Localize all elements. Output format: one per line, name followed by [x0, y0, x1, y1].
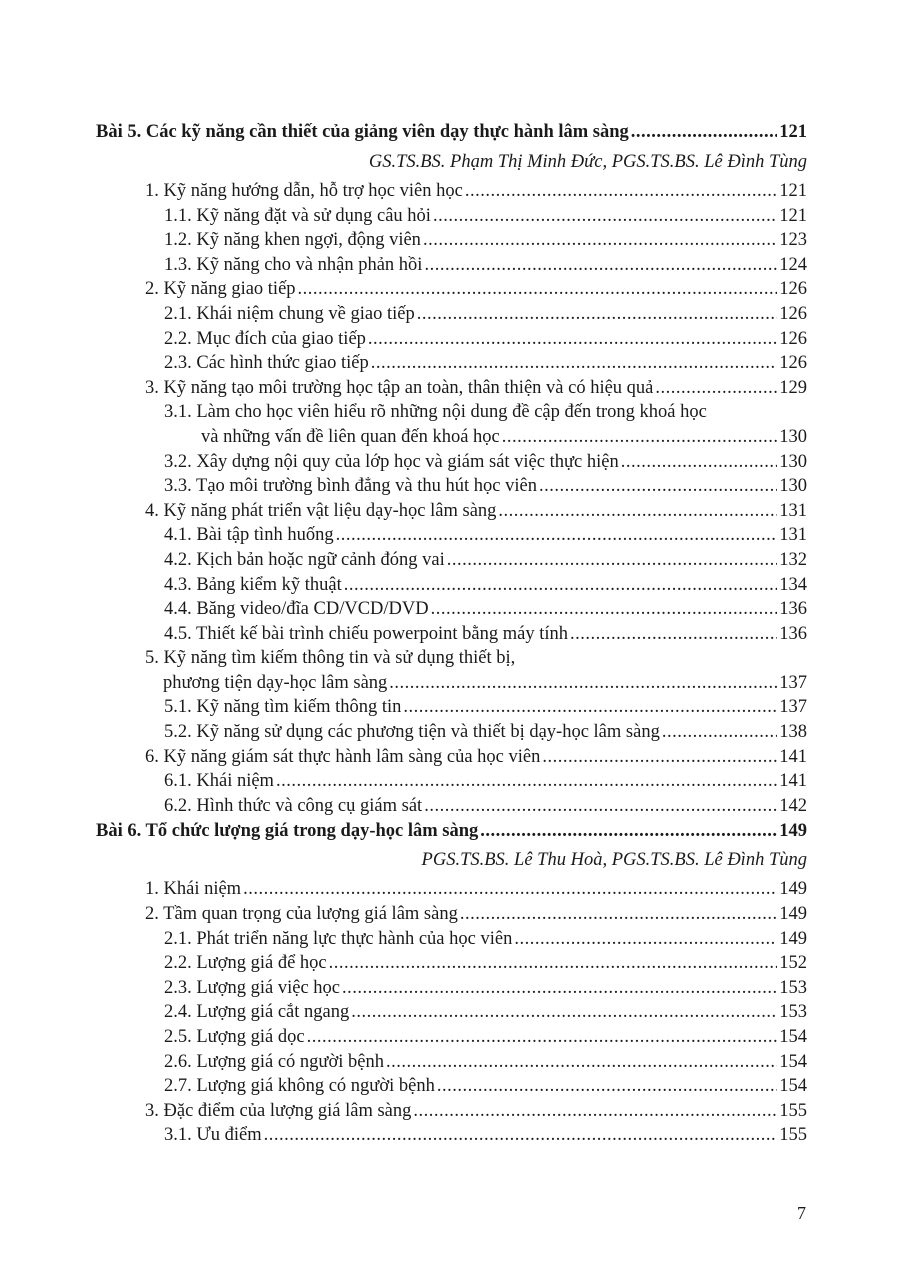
- toc-entry-title: 3. Đặc điểm của lượng giá lâm sàng: [145, 1100, 412, 1121]
- table-of-contents: [96, 118, 807, 1148]
- page-number: 7: [797, 1203, 806, 1223]
- toc-subsection: [96, 253, 807, 278]
- dot-leader: [655, 376, 777, 401]
- dot-leader: [621, 450, 778, 475]
- toc-entry-title: Bài 6. Tổ chức lượng giá trong dạy-học lâm sàng: [96, 821, 479, 842]
- dot-leader: [539, 474, 777, 499]
- dot-leader: [424, 794, 777, 819]
- dot-leader: [417, 302, 778, 327]
- toc-entry-page: 142: [779, 795, 807, 816]
- toc-subsection: [96, 573, 807, 598]
- toc-entry-page: 121: [779, 181, 807, 201]
- toc-subsection: [96, 474, 807, 499]
- dot-leader: [433, 204, 777, 229]
- toc-section: [96, 376, 807, 401]
- dot-leader: [329, 951, 778, 976]
- dot-leader: [371, 351, 778, 376]
- toc-entry-page: 132: [779, 549, 807, 570]
- dot-leader: [342, 976, 777, 1001]
- dot-leader: [336, 523, 778, 548]
- toc-entry-page: 130: [779, 476, 807, 497]
- dot-leader: [447, 548, 777, 573]
- toc-entry-page: 155: [779, 1100, 807, 1121]
- toc-lesson-authors: [96, 146, 807, 179]
- dot-leader: [502, 425, 778, 450]
- toc-entry-page: 126: [779, 279, 807, 300]
- dot-leader: [514, 927, 777, 952]
- toc-subsection: [96, 769, 807, 794]
- toc-entry-page: 153: [779, 1002, 807, 1023]
- dot-leader: [662, 720, 777, 745]
- toc-entry-page: 126: [779, 328, 807, 349]
- toc-entry-page: 141: [779, 771, 807, 792]
- toc-entry-page: 136: [779, 623, 807, 644]
- toc-entry-title: 4.3. Bảng kiểm kỹ thuật: [164, 574, 342, 595]
- dot-leader: [460, 902, 777, 927]
- dot-leader: [389, 671, 777, 696]
- dot-leader: [351, 1000, 777, 1025]
- toc-subsection: [96, 720, 807, 745]
- toc-subsection: [96, 1050, 807, 1075]
- toc-entry-title: và những vấn đề liên quan đến khoá học: [201, 426, 500, 447]
- dot-leader: [498, 499, 777, 524]
- toc-entry-title: 3.2. Xây dựng nội quy của lớp học và giám sát việc thực hiện: [164, 451, 619, 472]
- toc-subsection: [96, 351, 807, 376]
- toc-entry-title: 2.1. Khái niệm chung về giao tiếp: [164, 303, 415, 324]
- toc-entry-title: 4.5. Thiết kế bài trình chiếu powerpoint bằng máy tính: [164, 623, 569, 644]
- toc-entry-page: 137: [779, 672, 807, 693]
- toc-entry-page: 155: [779, 1125, 807, 1146]
- toc-entry-title: 1.1. Kỹ năng đặt và sử dụng câu hỏi: [164, 205, 431, 226]
- toc-entry-page: 137: [779, 697, 807, 718]
- toc-entry-page: 141: [779, 746, 807, 767]
- toc-entry-page: 126: [779, 303, 807, 324]
- toc-entry-title: 2.6. Lượng giá có người bệnh: [164, 1051, 384, 1072]
- toc-entry-page: 129: [779, 377, 807, 398]
- dot-leader: [298, 277, 778, 302]
- toc-subsection: [96, 622, 807, 647]
- toc-entry-page: 124: [779, 254, 807, 275]
- toc-section: [96, 877, 807, 902]
- toc-subsection-continuation: [96, 425, 807, 450]
- toc-section: [96, 1099, 807, 1124]
- toc-subsection: [96, 450, 807, 475]
- toc-entry-page: 121: [779, 205, 807, 226]
- toc-entry-title: 2.7. Lượng giá không có người bệnh: [164, 1076, 435, 1097]
- dot-leader: [368, 327, 777, 352]
- toc-entry-page: 149: [779, 821, 807, 842]
- toc-entry-page: 131: [779, 500, 807, 521]
- toc-entry-page: 134: [779, 574, 807, 595]
- dot-leader: [276, 769, 777, 794]
- toc-entry-title: 2.3. Lượng giá việc học: [164, 977, 340, 998]
- toc-entry-page: 152: [779, 953, 807, 974]
- toc-subsection: [96, 951, 807, 976]
- dot-leader: [437, 1074, 777, 1099]
- toc-section: [96, 499, 807, 524]
- dot-leader: [386, 1050, 777, 1075]
- toc-entry-title: phương tiện dạy-học lâm sàng: [163, 672, 388, 693]
- toc-entry-title: 1. Kỹ năng hướng dẫn, hỗ trợ học viên học: [145, 181, 463, 201]
- dot-leader: [423, 228, 777, 253]
- toc-entry-title: 6.2. Hình thức và công cụ giám sát: [164, 795, 423, 816]
- toc-entry-title: 4.4. Băng video/đĩa CD/VCD/DVD: [164, 599, 429, 620]
- toc-subsection: [96, 1025, 807, 1050]
- toc-subsection: [96, 327, 807, 352]
- toc-entry-title: 4.2. Kịch bản hoặc ngữ cảnh đóng vai: [164, 549, 445, 570]
- toc-entry-page: 121: [779, 122, 807, 142]
- toc-subsection: [96, 228, 807, 253]
- toc-entry-title: PGS.TS.BS. Lê Thu Hoà, PGS.TS.BS. Lê Đình Tùng: [421, 850, 807, 871]
- toc-entry-title: 1.3. Kỹ năng cho và nhận phản hồi: [164, 254, 423, 275]
- dot-leader: [631, 118, 777, 146]
- toc-entry-title: 4.1. Bài tập tình huống: [164, 525, 334, 546]
- toc-entry-page: 154: [779, 1076, 807, 1097]
- toc-section: [96, 646, 807, 671]
- toc-section: [96, 179, 807, 204]
- toc-entry-title: 6.1. Khái niệm: [164, 771, 274, 792]
- toc-entry-page: 154: [779, 1027, 807, 1047]
- toc-section: [96, 902, 807, 927]
- dot-leader: [243, 877, 777, 902]
- toc-subsection: [96, 523, 807, 548]
- dot-leader: [264, 1123, 778, 1148]
- toc-subsection: [96, 1074, 807, 1099]
- toc-subsection: [96, 927, 807, 952]
- toc-entry-title: 3.1. Làm cho học viên hiểu rõ những nội dung đề cập đến trong khoá học: [164, 402, 707, 423]
- toc-entry-page: 138: [779, 722, 807, 743]
- toc-entry-page: 154: [779, 1051, 807, 1072]
- dot-leader: [344, 573, 777, 598]
- dot-leader: [431, 597, 778, 622]
- dot-leader: [307, 1025, 778, 1050]
- toc-lesson-heading: [96, 118, 807, 146]
- toc-entry-page: 126: [779, 353, 807, 374]
- toc-subsection: [96, 695, 807, 720]
- toc-subsection: [96, 1123, 807, 1148]
- toc-section-continuation: [96, 671, 807, 696]
- toc-entry-title: 2. Kỹ năng giao tiếp: [145, 279, 296, 300]
- toc-lesson-heading: [96, 818, 807, 844]
- toc-entry-title: 2.3. Các hình thức giao tiếp: [164, 353, 369, 374]
- toc-subsection: [96, 548, 807, 573]
- toc-entry-title: 6. Kỹ năng giám sát thực hành lâm sàng của học viên: [145, 746, 541, 767]
- toc-entry-title: 1. Khái niệm: [145, 879, 242, 900]
- toc-entry-page: 149: [779, 904, 807, 925]
- toc-entry-title: 3. Kỹ năng tạo môi trường học tập an toàn, thân thiện và có hiệu quả: [145, 377, 654, 398]
- toc-subsection: [96, 1000, 807, 1025]
- toc-subsection: [96, 597, 807, 622]
- dot-leader: [542, 745, 777, 770]
- toc-entry-title: 5.1. Kỹ năng tìm kiếm thông tin: [164, 697, 402, 718]
- toc-entry-title: 2.2. Lượng giá để học: [164, 953, 327, 974]
- dot-leader: [480, 818, 777, 844]
- toc-entry-title: 3.1. Ưu điểm: [164, 1125, 262, 1146]
- toc-subsection: [96, 400, 807, 425]
- toc-entry-title: 3.3. Tạo môi trường bình đẳng và thu hút học viên: [164, 476, 537, 497]
- toc-entry-title: 1.2. Kỹ năng khen ngợi, động viên: [164, 230, 421, 251]
- toc-entry-page: 123: [779, 230, 807, 251]
- toc-entry-title: 2.1. Phát triển năng lực thực hành của học viên: [164, 928, 513, 949]
- toc-entry-page: 149: [779, 928, 807, 949]
- toc-subsection: [96, 976, 807, 1001]
- toc-entry-title: 2. Tầm quan trọng của lượng giá lâm sàng: [145, 904, 458, 925]
- toc-subsection: [96, 302, 807, 327]
- toc-entry-title: GS.TS.BS. Phạm Thị Minh Đức, PGS.TS.BS. Lê Đình Tùng: [368, 152, 807, 172]
- toc-entry-title: 4. Kỹ năng phát triển vật liệu dạy-học lâm sàng: [145, 500, 497, 521]
- dot-leader: [403, 695, 777, 720]
- toc-entry-title: 2.4. Lượng giá cắt ngang: [164, 1002, 350, 1023]
- toc-lesson-authors: [96, 844, 807, 877]
- dot-leader: [465, 179, 777, 204]
- toc-entry-page: 130: [779, 426, 807, 447]
- toc-entry-title: 5.2. Kỹ năng sử dụng các phương tiện và thiết bị dạy-học lâm sàng: [164, 722, 660, 743]
- toc-entry-title: 2.2. Mục đích của giao tiếp: [164, 328, 366, 349]
- toc-entry-page: 153: [779, 977, 807, 998]
- toc-entry-title: Bài 5. Các kỹ năng cần thiết của giảng viên dạy thực hành lâm sàng: [96, 122, 629, 142]
- toc-entry-title: 2.5. Lượng giá dọc: [164, 1027, 305, 1047]
- toc-entry-title: 5. Kỹ năng tìm kiếm thông tin và sử dụng thiết bị,: [145, 648, 516, 669]
- toc-entry-page: 136: [779, 599, 807, 620]
- toc-subsection: [96, 794, 807, 819]
- dot-leader: [570, 622, 777, 647]
- toc-entry-page: 130: [779, 451, 807, 472]
- dot-leader: [413, 1099, 777, 1124]
- dot-leader: [424, 253, 777, 278]
- toc-section: [96, 277, 807, 302]
- toc-entry-page: 131: [779, 525, 807, 546]
- toc-section: [96, 745, 807, 770]
- toc-entry-page: 149: [779, 879, 807, 900]
- toc-subsection: [96, 204, 807, 229]
